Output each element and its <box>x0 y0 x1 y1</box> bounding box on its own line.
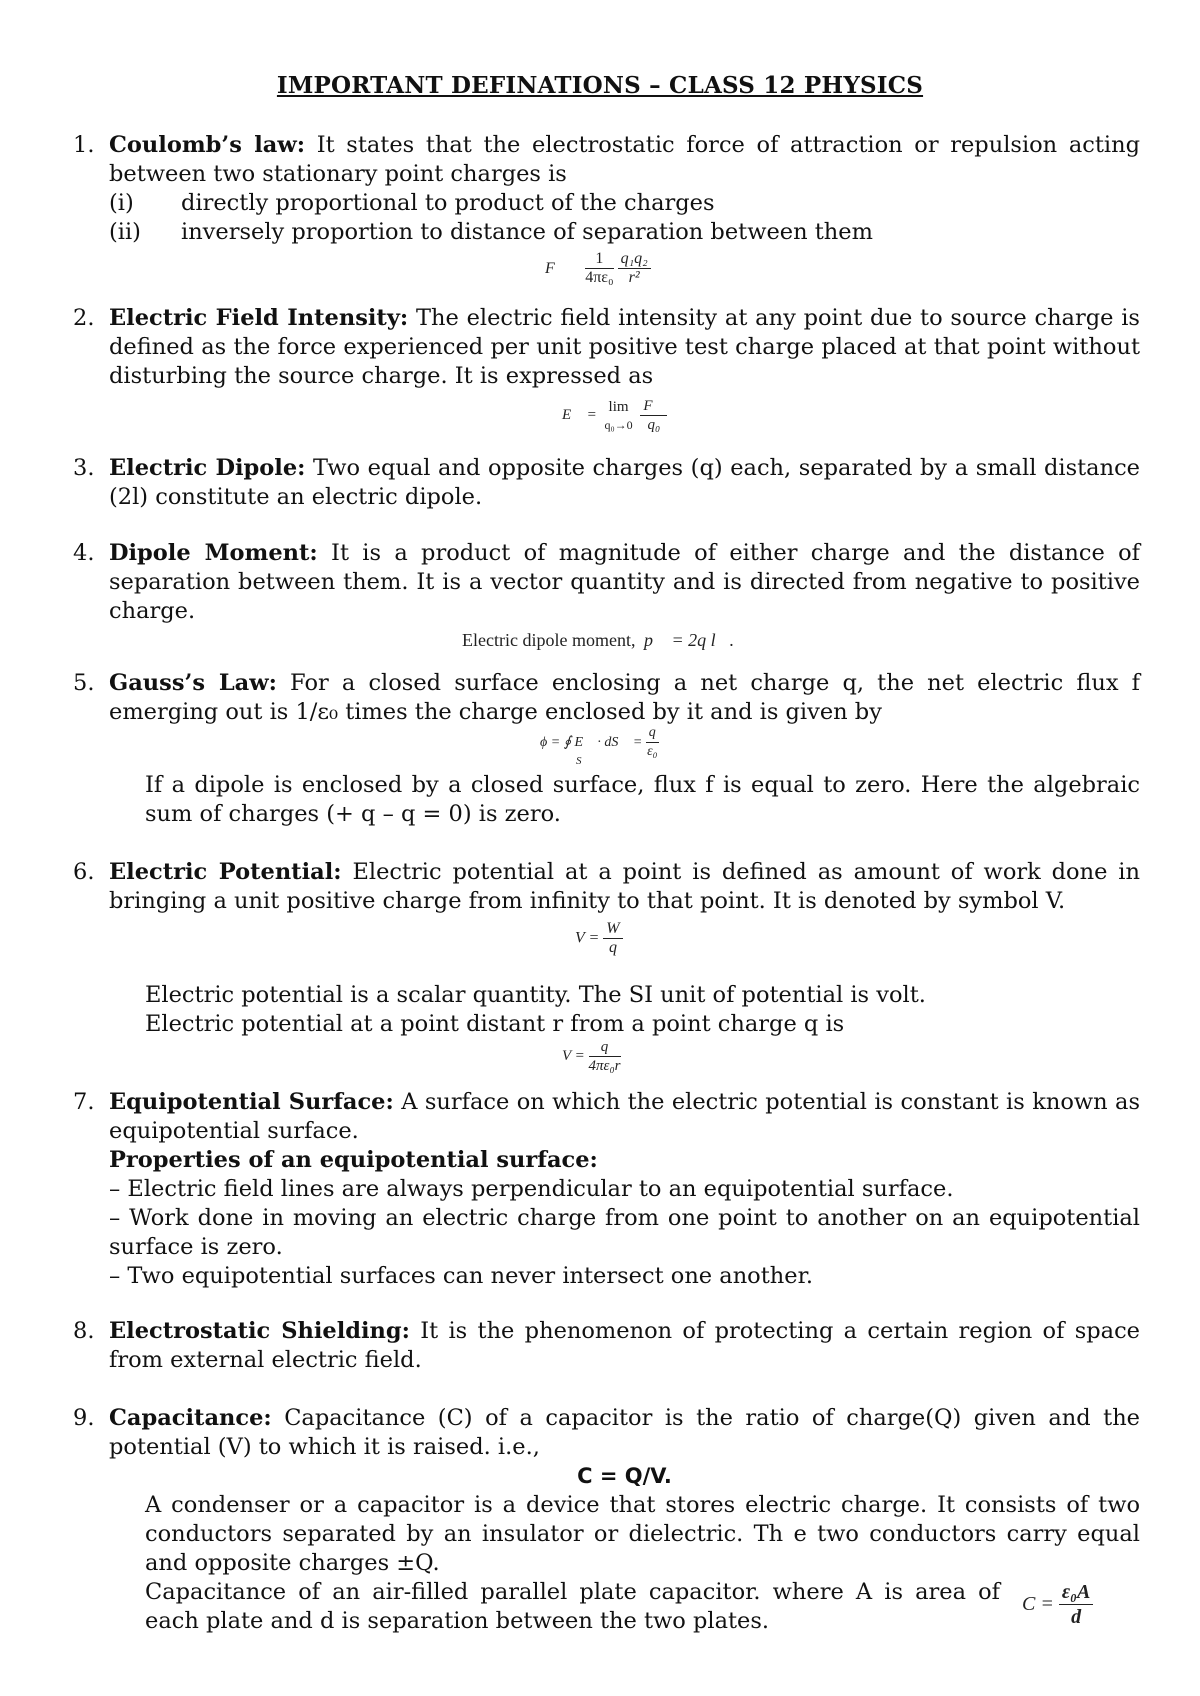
item-term: Capacitance: <box>109 1405 272 1431</box>
potential-equation: V = $\frac{W}{q}$ <box>575 920 623 957</box>
definition-electric-potential <box>73 858 1140 916</box>
item-text: It states that the electrostatic force of attraction or repulsion acting between two stationary point charges is <box>109 132 1140 187</box>
definition-coulombs-law <box>73 131 1140 247</box>
sub-item: (i) directly proportional to product of the charges <box>109 190 715 216</box>
definition-gauss-law <box>73 669 1140 727</box>
capacitance-formula: C = Q/V. <box>577 1464 672 1488</box>
item-number: 2. <box>73 305 95 331</box>
definition-electric-field-intensity <box>73 304 1140 391</box>
potential-notes: Electric potential is a scalar quantity. The SI unit of potential is volt. Electric potential at a point distant r from a point charge q is <box>145 982 926 1037</box>
item-number: 5. <box>73 670 95 696</box>
item-text: Electric potential at a point is defined as amount of work done in bringing a unit positive charge from infinity to that point. It is denoted by symbol V. <box>109 859 1140 914</box>
coulomb-equation: F⃗ $\frac{1}{\text{4πε₀}}$ $\frac{\text{q₁q₂}}{\text{r²}}$ <box>545 250 651 287</box>
item-term: Dipole Moment: <box>109 540 318 566</box>
item-term: Electric Potential: <box>109 859 342 885</box>
gauss-law-equation: ϕ = ∮ E⃗ · dS⃗ = $\frac{q}{\text{ε₀}}$ S <box>540 725 658 767</box>
property-item: – Electric field lines are always perpendicular to an equipotential surface. <box>109 1176 954 1202</box>
item-text: Capacitance (C) of a capacitor is the ratio of charge(Q) given and the potential (V) to which it is raised. i.e., <box>109 1405 1140 1460</box>
item-term: Gauss’s Law: <box>109 670 277 696</box>
item-number: 3. <box>73 455 95 481</box>
item-term: Coulomb’s law: <box>109 132 306 158</box>
item-term: Electrostatic Shielding: <box>109 1318 410 1344</box>
item-text: For a closed surface enclosing a net charge q, the net electric flux f emerging out is 1/ε₀ times the charge enclosed by it and is given by <box>109 670 1140 725</box>
definition-equipotential-surface <box>73 1088 1140 1291</box>
item-text: It is the phenomenon of protecting a certain region of space from external electric field. <box>109 1318 1140 1373</box>
item-term: Electric Field Intensity: <box>109 305 409 331</box>
page-title: IMPORTANT DEFINATIONS – CLASS 12 PHYSICS <box>276 72 924 99</box>
item-text: A surface on which the electric potential is constant is known as equipotential surface. <box>109 1089 1140 1144</box>
item-number: 8. <box>73 1318 95 1344</box>
item-number: 1. <box>73 132 95 158</box>
definition-dipole-moment <box>73 539 1140 626</box>
field-intensity-equation: E⃗ = lim q₀→0 $\frac{F⃗}{\text{q₀}}$ <box>562 397 667 434</box>
item-text: It is a product of magnitude of either charge and the distance of separation between them. It is a vector quantity and is directed from negative to positive charge. <box>109 540 1141 624</box>
point-charge-potential-equation: V = $\frac{q}{\text{4πε₀r}}$ <box>562 1039 621 1074</box>
definition-electrostatic-shielding <box>73 1317 1140 1375</box>
item-term: Electric Dipole: <box>109 455 306 481</box>
parallel-plate-equation: C = $\frac{\text{ε₀A}}{d}$ <box>1022 1580 1093 1629</box>
item-number: 4. <box>73 540 95 566</box>
item-number: 7. <box>73 1089 95 1115</box>
definition-electric-dipole <box>73 454 1140 512</box>
gauss-law-note: If a dipole is enclosed by a closed surface, flux f is equal to zero. Here the algebraic sum of charges (+ q – q = 0) is zero. <box>145 772 1140 827</box>
property-item: – Two equipotential surfaces can never intersect one another. <box>109 1263 814 1289</box>
item-text: The electric field intensity at any point due to source charge is defined as the force experienced per unit positive test charge placed at that point without disturbing the source charge. It is expressed as <box>109 305 1140 389</box>
dipole-moment-equation: Electric dipole moment, p⃗ = 2q l⃗. <box>462 630 735 650</box>
item-text: Two equal and opposite charges (q) each, separated by a small distance (2l) constitute an electric dipole. <box>109 455 1140 510</box>
property-item: – Work done in moving an electric charge from one point to another on an equipotential surface is zero. <box>109 1205 1140 1260</box>
item-number: 9. <box>73 1405 95 1431</box>
sub-item: (ii) inversely proportion to distance of separation between them <box>109 219 873 245</box>
item-term: Equipotential Surface: <box>109 1089 394 1115</box>
parallel-plate-note: Capacitance of an air-filled parallel plate capacitor. where A is area of each plate and d is separation between the two plates. <box>145 1579 1000 1634</box>
definition-capacitance <box>73 1404 1140 1636</box>
properties-heading: Properties of an equipotential surface: <box>109 1147 598 1173</box>
capacitor-description: A condenser or a capacitor is a device that stores electric charge. It consists of two conductors separated by an insulator or dielectric. Th e two conductors carry equal and opposite charges ±Q. <box>145 1492 1140 1576</box>
item-number: 6. <box>73 859 95 885</box>
